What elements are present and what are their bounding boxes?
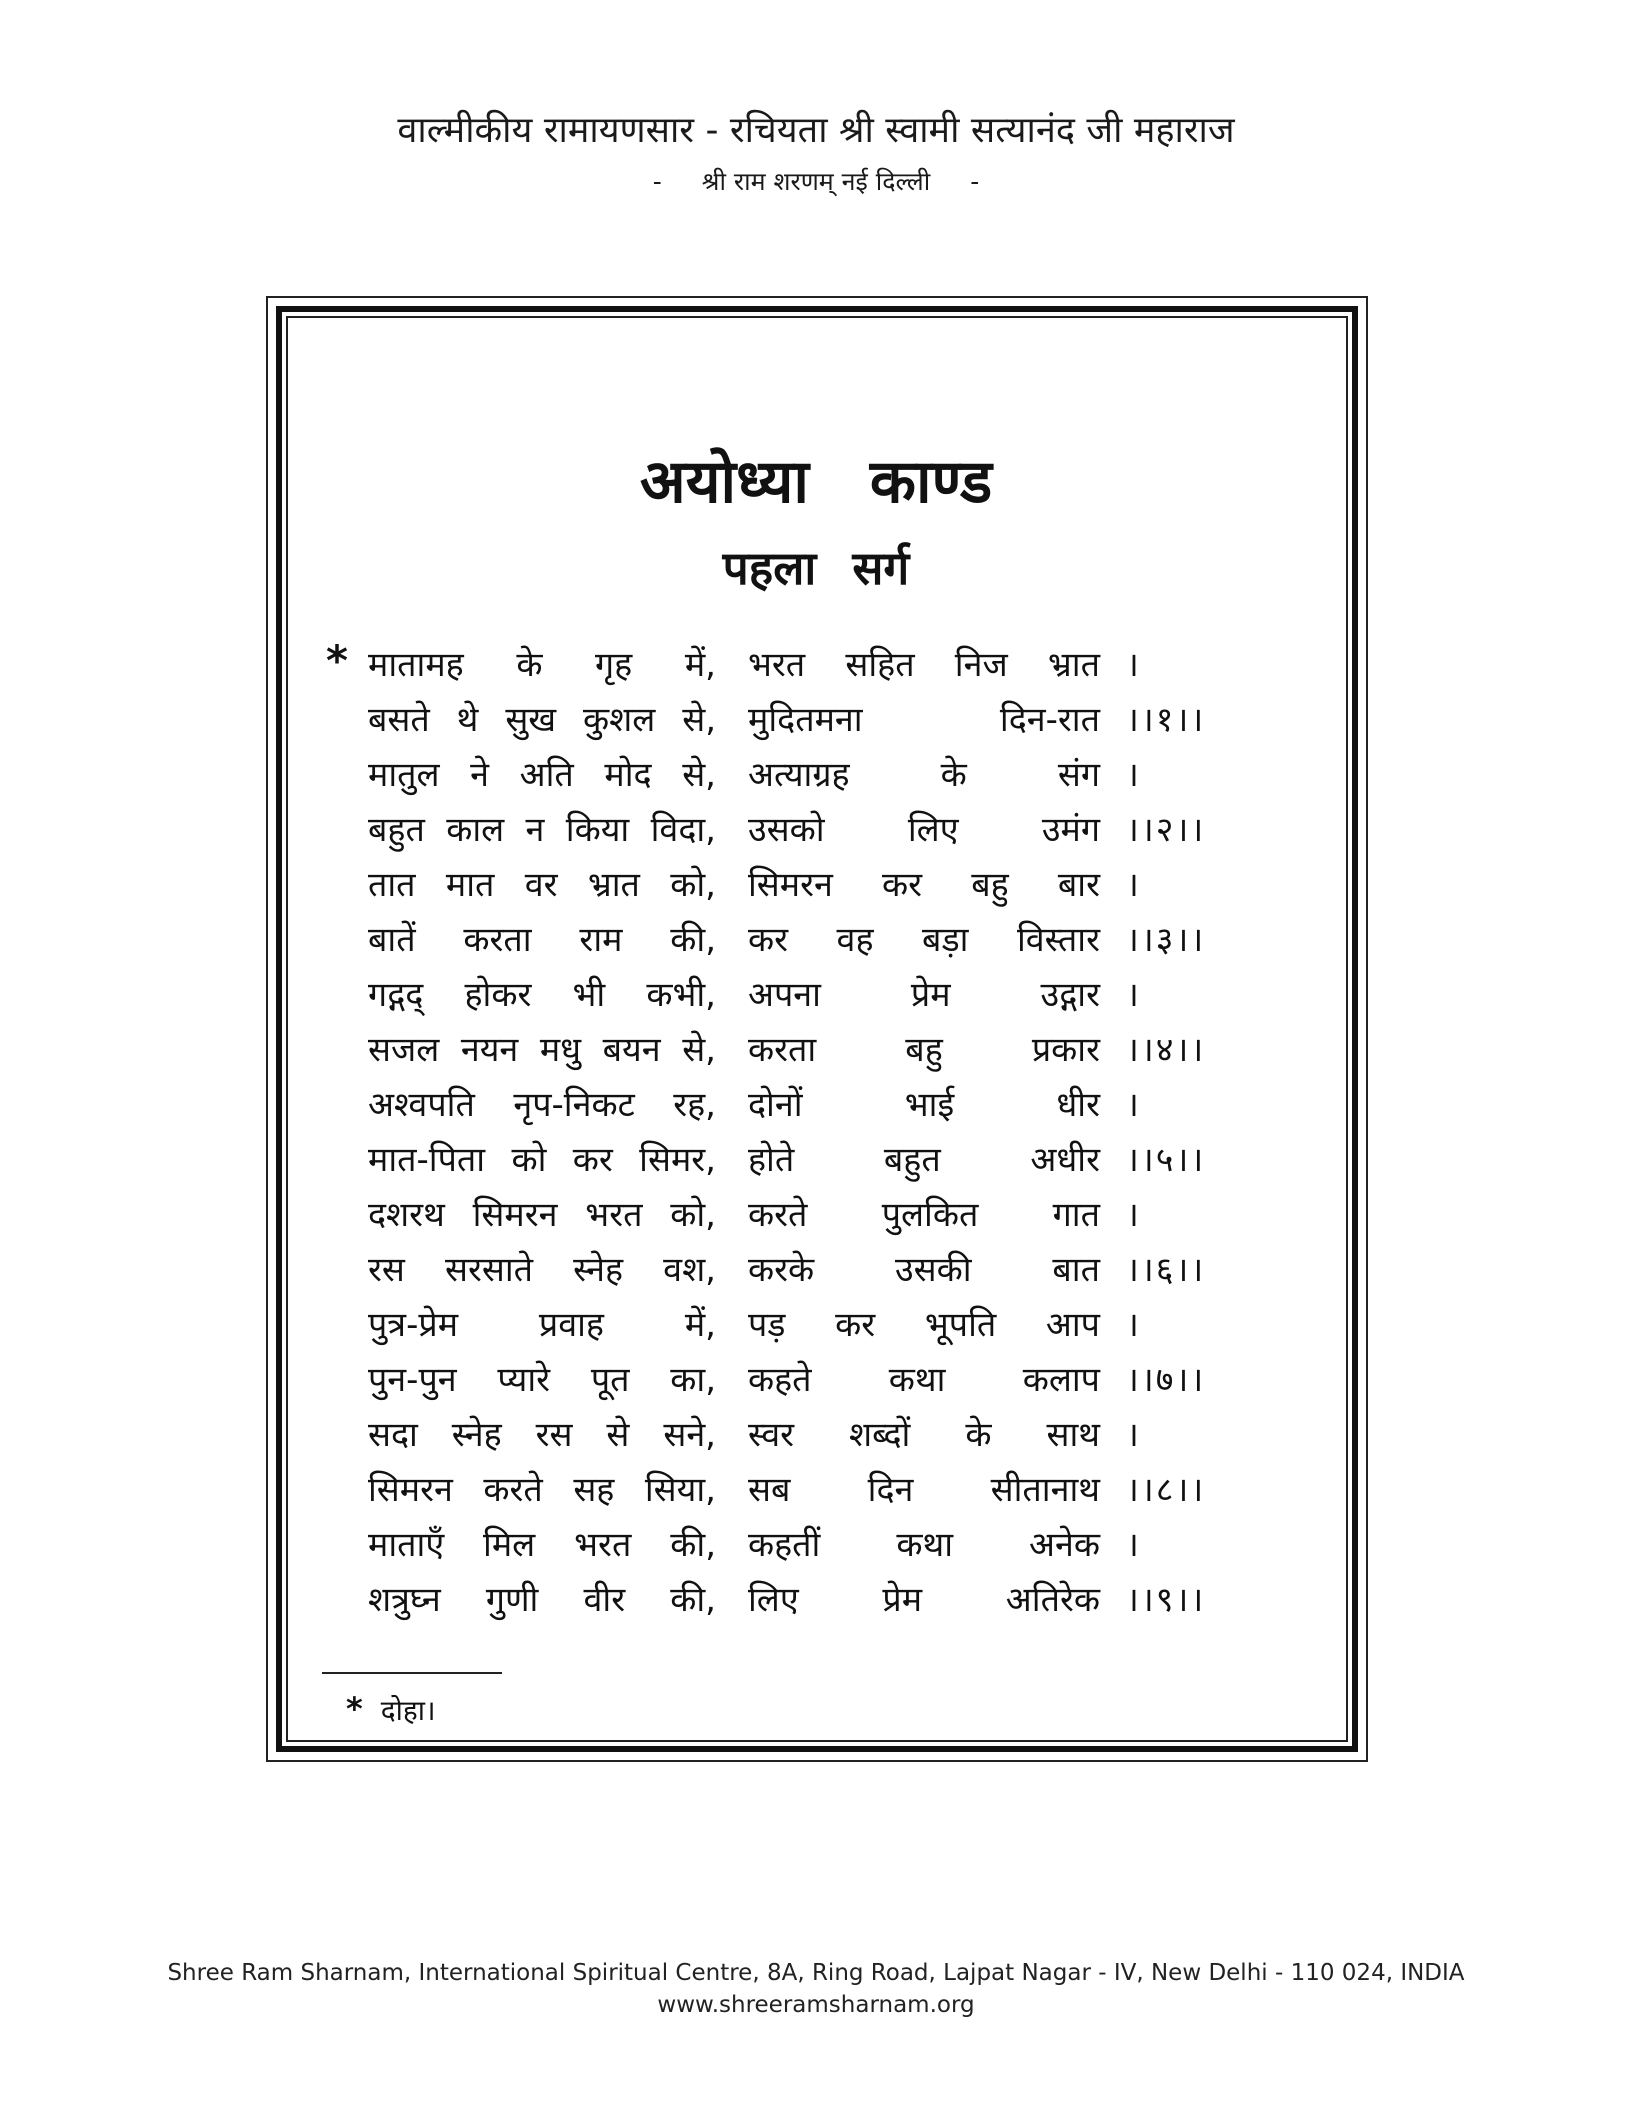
verse-number-mark: । <box>1126 1195 1141 1235</box>
verse-second-half: स्वर शब्दों के साथ <box>748 1415 1100 1455</box>
document-header-subtitle <box>0 164 1632 198</box>
subtitle-text: श्री राम शरणम् नई दिल्ली <box>701 167 931 196</box>
verse-number-mark: ।।९।। <box>1126 1580 1206 1620</box>
kanda-title: अयोध्या काण्ड <box>639 447 993 517</box>
verse-number-mark: । <box>1126 755 1141 795</box>
subtitle-dash-right: - <box>970 167 980 196</box>
verse-line <box>0 1520 1632 1575</box>
subtitle-dash-left: - <box>652 167 662 196</box>
verse-first-half: सदा स्नेह रस से सने, <box>368 1415 716 1455</box>
verse-number-mark: ।।२।। <box>1126 810 1206 850</box>
doha-marker: * <box>326 636 348 685</box>
verse-number-mark: । <box>1126 1305 1141 1345</box>
verse-second-half: सिमरन कर बहु बार <box>748 865 1100 905</box>
verse-first-half: बसते थे सुख कुशल से, <box>368 700 716 740</box>
verse-second-half: पड़ कर भूपति आप <box>748 1305 1100 1345</box>
footnote <box>346 1690 436 1729</box>
verse-first-half: सिमरन करते सह सिया, <box>368 1470 716 1510</box>
verse-first-half: पुन-पुन प्यारे पूत का, <box>368 1360 716 1400</box>
verse-second-half: दोनों भाई धीर <box>748 1085 1100 1125</box>
verse-number-mark: ।।६।। <box>1126 1250 1206 1290</box>
verse-line <box>0 1355 1632 1410</box>
footer-address: Shree Ram Sharnam, International Spiritual Centre, 8A, Ring Road, Lajpat Nagar - IV, New Delhi - 110 024, INDIA <box>167 1960 1465 1986</box>
verse-line <box>0 970 1632 1025</box>
verse-second-half: लिए प्रेम अतिरेक <box>748 1580 1100 1620</box>
verse-number-mark: । <box>1126 1415 1141 1455</box>
verse-second-half: मुदितमना दिन-रात <box>748 700 1100 740</box>
verse-line <box>0 695 1632 750</box>
document-header-title: वाल्मीकीय रामायणसार - रचियता श्री स्वामी सत्यानंद जी महाराज <box>397 110 1235 151</box>
footer-website[interactable]: www.shreeramsharnam.org <box>657 1992 975 2018</box>
verse-first-half: माताएँ मिल भरत की, <box>368 1525 716 1565</box>
verse-number-mark: । <box>1126 975 1141 1015</box>
verse-line <box>0 860 1632 915</box>
footnote-marker: * <box>346 1690 363 1728</box>
verse-line <box>0 915 1632 970</box>
verse-number-mark: ।।१।। <box>1126 700 1206 740</box>
verse-line <box>0 1025 1632 1080</box>
verse-first-half: बातें करता राम की, <box>368 920 716 960</box>
verse-number-mark: । <box>1126 645 1141 685</box>
verse-first-half: अश्वपति नृप-निकट रह, <box>368 1085 716 1125</box>
verse-line <box>0 1080 1632 1135</box>
verse-line <box>0 1245 1632 1300</box>
verse-second-half: उसको लिए उमंग <box>748 810 1100 850</box>
verse-first-half: मात-पिता को कर सिमर, <box>368 1140 716 1180</box>
footnote-divider <box>322 1672 502 1674</box>
verse-first-half: तात मात वर भ्रात को, <box>368 865 716 905</box>
verse-first-half: बहुत काल न किया विदा, <box>368 810 716 850</box>
verse-line <box>0 1300 1632 1355</box>
verse-second-half: करके उसकी बात <box>748 1250 1100 1290</box>
verse-number-mark: । <box>1126 1085 1141 1125</box>
verse-second-half: होते बहुत अधीर <box>748 1140 1100 1180</box>
verse-first-half: शत्रुघ्न गुणी वीर की, <box>368 1580 716 1620</box>
verse-line <box>0 1465 1632 1520</box>
verse-first-half: दशरथ सिमरन भरत को, <box>368 1195 716 1235</box>
verse-first-half: रस सरसाते स्नेह वश, <box>368 1250 716 1290</box>
verse-number-mark: ।।७।। <box>1126 1360 1206 1400</box>
verse-line <box>0 1190 1632 1245</box>
verse-first-half: गद्गद् होकर भी कभी, <box>368 975 716 1015</box>
verse-second-half: अत्याग्रह के संग <box>748 755 1100 795</box>
verse-number-mark: ।।४।। <box>1126 1030 1206 1070</box>
verse-number-mark: ।।८।। <box>1126 1470 1206 1510</box>
verse-number-mark: ।।५।। <box>1126 1140 1206 1180</box>
verse-line <box>0 1410 1632 1465</box>
verse-first-half: पुत्र-प्रेम प्रवाह में, <box>368 1305 716 1345</box>
verse-number-mark: । <box>1126 1525 1141 1565</box>
verse-line <box>0 750 1632 805</box>
verse-second-half: सब दिन सीतानाथ <box>748 1470 1100 1510</box>
verse-second-half: कर वह बड़ा विस्तार <box>748 920 1100 960</box>
verse-first-half: मातामह के गृह में, <box>368 645 716 685</box>
verse-number-mark: । <box>1126 865 1141 905</box>
verse-line <box>0 1135 1632 1190</box>
verse-second-half: करते पुलकित गात <box>748 1195 1100 1235</box>
verse-line <box>0 636 1632 695</box>
verse-line <box>0 805 1632 860</box>
verse-number-mark: ।।३।। <box>1126 920 1206 960</box>
verse-line <box>0 1575 1632 1630</box>
verse-first-half: सजल नयन मधु बयन से, <box>368 1030 716 1070</box>
verse-second-half: भरत सहित निज भ्रात <box>748 645 1100 685</box>
verse-second-half: कहते कथा कलाप <box>748 1360 1100 1400</box>
verse-second-half: करता बहु प्रकार <box>748 1030 1100 1070</box>
verse-first-half: मातुल ने अति मोद से, <box>368 755 716 795</box>
verse-second-half: अपना प्रेम उद्गार <box>748 975 1100 1015</box>
sarga-title: पहला सर्ग <box>722 541 910 595</box>
footnote-text: दोहा। <box>380 1694 436 1727</box>
verse-second-half: कहतीं कथा अनेक <box>748 1525 1100 1565</box>
